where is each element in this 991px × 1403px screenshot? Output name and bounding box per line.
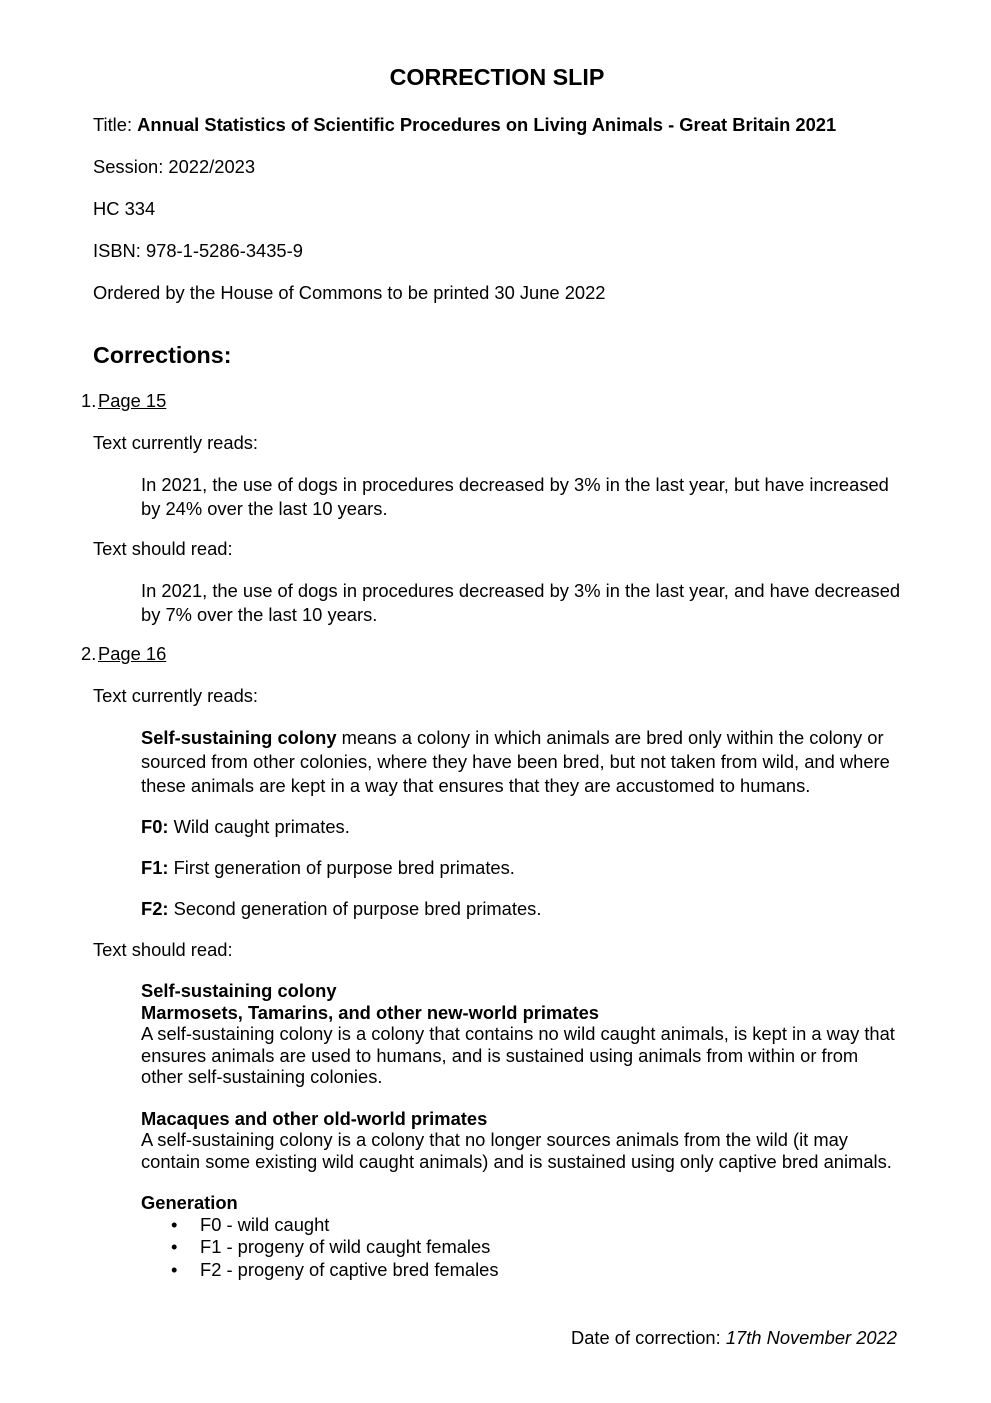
correction-2-f1-line (141, 856, 901, 880)
f2-term-rest: Second generation of purpose bred primates. (168, 898, 542, 919)
f0-term-rest: Wild caught primates. (168, 816, 350, 837)
correction-1-page-ref: Page 15 (98, 390, 167, 411)
doc-title: CORRECTION SLIP (389, 64, 605, 90)
correction-item-1 (81, 389, 901, 627)
correction-2-page-line (81, 642, 901, 666)
colony-term-bold: Self-sustaining colony (141, 727, 337, 748)
correction-1-page-line (81, 389, 901, 413)
correction-1-number: 1. (81, 390, 97, 411)
should-heading-self-sustaining: Self-sustaining colony (141, 980, 337, 1001)
correction-2-f2-line (141, 897, 901, 921)
meta-title-line (93, 113, 901, 137)
f1-term-rest: First generation of purpose bred primates. (168, 857, 515, 878)
bullet-icon: • (171, 1213, 178, 1235)
date-of-correction-label: Date of correction: (570, 1327, 726, 1348)
should-heading-macaques: Macaques and other old-world primates (141, 1107, 488, 1129)
generation-bullet-f2-text: F2 - progeny of captive bred females (200, 1258, 499, 1280)
correction-1-should-label: Text should read: (93, 538, 233, 559)
should-para-new-world: A self-sustaining colony is a colony that contains no wild caught animals, is kept in a way that ensures animals are used to humans, and is sustained using animals from within or from other self-sustaining colonies. (141, 1023, 895, 1087)
colony-term-rest: means a colony in which animals are bred only within the colony or sourced from other colonies, where they have been bred, but not taken from wild, and where these animals are kept in a way that ensures that they are accustomed to humans. (141, 727, 890, 796)
meta-isbn: ISBN: 978-1-5286-3435-9 (93, 240, 303, 261)
f1-term-bold: F1: (141, 857, 169, 878)
generation-bullet-f0 (171, 1214, 901, 1237)
meta-title-value: Annual Statistics of Scientific Procedures on Living Animals - Great Britain 2021 (137, 114, 837, 135)
corrections-heading: Corrections: (93, 342, 232, 368)
date-of-correction-value: 17th November 2022 (725, 1327, 897, 1348)
bullet-icon: • (171, 1236, 178, 1257)
generation-bullet-list (141, 1214, 901, 1282)
correction-2-currently-colony-text (141, 726, 901, 798)
generation-bullet-f0-text: F0 - wild caught (200, 1213, 330, 1235)
meta-ordered: Ordered by the House of Commons to be printed 30 June 2022 (93, 282, 606, 303)
correction-item-2 (81, 642, 901, 1281)
generation-heading: Generation (141, 1192, 238, 1213)
bullet-icon: • (171, 1258, 178, 1280)
correction-2-number: 2. (81, 643, 97, 664)
correction-2-page-ref: Page 16 (98, 643, 167, 664)
correction-1-currently-text: In 2021, the use of dogs in procedures decreased by 3% in the last year, but have increased by 24% over the last 10 years. (141, 474, 889, 519)
meta-hc-number: HC 334 (93, 198, 156, 219)
f2-term-bold: F2: (141, 898, 169, 919)
should-heading-marmosets: Marmosets, Tamarins, and other new-world primates (141, 1001, 599, 1023)
generation-bullet-f1 (171, 1236, 901, 1259)
correction-2-should-group-1 (141, 980, 901, 1088)
meta-title-label: Title: (93, 114, 138, 135)
correction-2-f0-line (141, 815, 901, 839)
f0-term-bold: F0: (141, 816, 169, 837)
meta-session: Session: 2022/2023 (93, 156, 256, 177)
correction-2-should-label: Text should read: (93, 939, 233, 960)
should-para-old-world: A self-sustaining colony is a colony that no longer sources animals from the wild (it may contain some existing wild caught animals) and is sustained using only captive bred animals. (141, 1129, 892, 1172)
correction-2-generation-group (141, 1192, 901, 1281)
generation-bullet-f1-text: F1 - progeny of wild caught females (200, 1236, 491, 1257)
correction-2-should-group-2 (141, 1108, 901, 1173)
correction-2-currently-label: Text currently reads: (93, 685, 259, 706)
correction-1-currently-label: Text currently reads: (93, 432, 259, 453)
correction-1-should-text: In 2021, the use of dogs in procedures decreased by 3% in the last year, and have decreased by 7% over the last 10 years. (141, 580, 901, 625)
generation-bullet-f2 (171, 1259, 901, 1282)
date-of-correction (571, 1326, 897, 1350)
